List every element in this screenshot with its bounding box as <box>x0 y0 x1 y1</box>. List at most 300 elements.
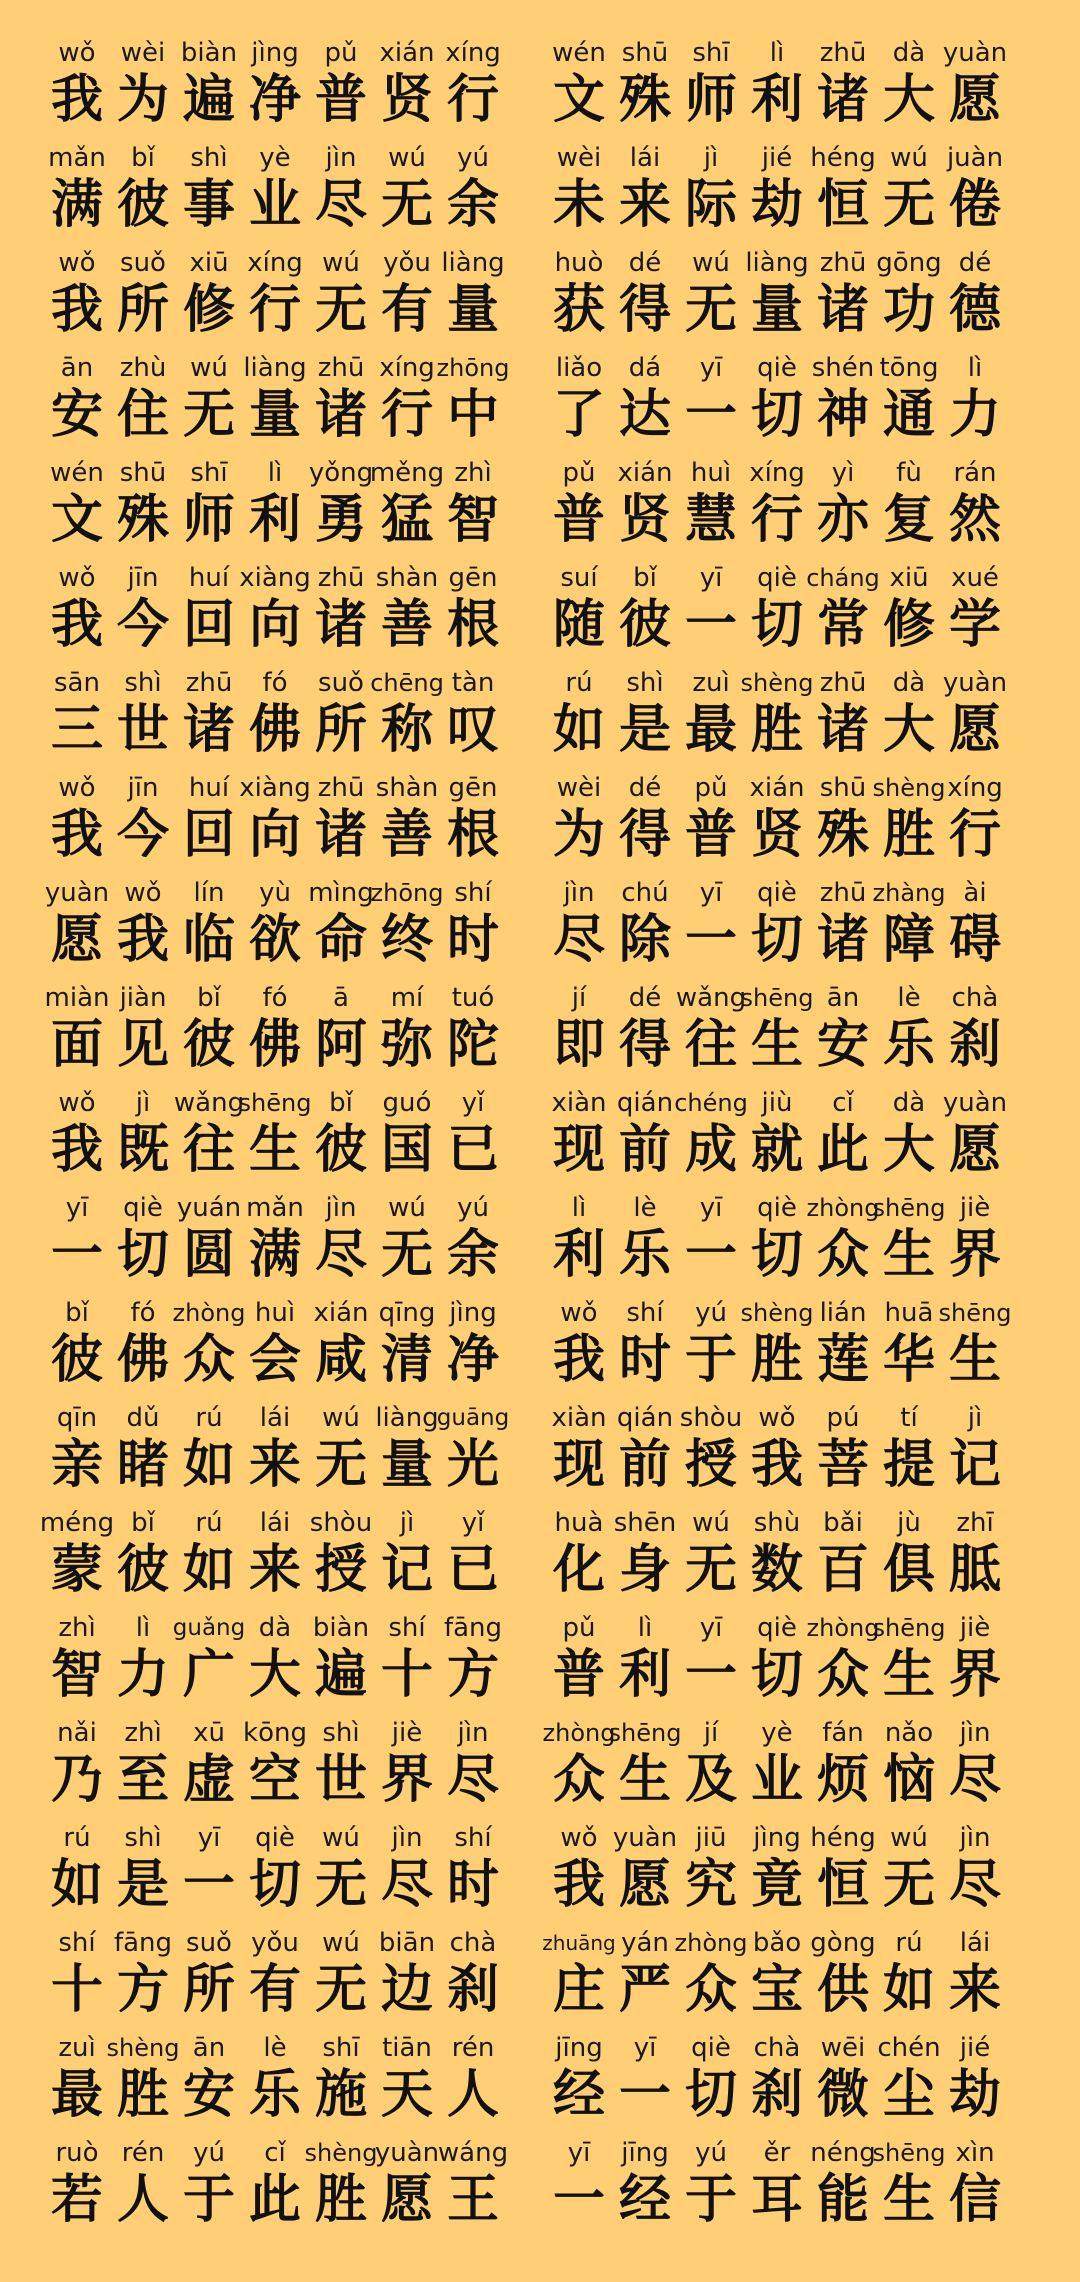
verse-left <box>44 1191 506 1296</box>
pinyin-label: jì <box>399 1508 415 1538</box>
character-cell <box>44 246 110 351</box>
pinyin-label: shí <box>454 878 492 908</box>
character-cell <box>612 771 678 876</box>
hanzi-character: 安 <box>816 1015 869 1075</box>
hanzi-character: 满 <box>50 175 103 235</box>
character-cell <box>872 771 946 876</box>
hanzi-character: 现 <box>552 1120 605 1180</box>
hanzi-character: 及 <box>684 1750 737 1810</box>
pinyin-label: zhū <box>317 563 365 593</box>
pinyin-label: jiàn <box>119 983 167 1013</box>
character-cell <box>810 2136 876 2241</box>
character-cell <box>242 1716 308 1821</box>
pinyin-label: lì <box>967 353 983 383</box>
character-cell <box>612 1191 678 1296</box>
character-cell <box>308 1191 374 1296</box>
pinyin-label: huà <box>554 1508 604 1538</box>
pinyin-label: héng <box>810 1823 876 1853</box>
character-cell <box>546 1821 612 1926</box>
hanzi-character: 如 <box>182 1435 235 1495</box>
character-cell <box>872 2136 946 2241</box>
hanzi-character: 成 <box>684 1120 737 1180</box>
verse-left <box>44 141 506 246</box>
hanzi-character: 如 <box>882 1960 935 2020</box>
hanzi-character: 刹 <box>948 1015 1001 1075</box>
character-cell <box>110 1506 176 1611</box>
character-cell <box>612 351 678 456</box>
character-cell <box>44 981 110 1086</box>
hanzi-character: 众 <box>182 1330 235 1390</box>
pinyin-label: wèi <box>556 143 602 173</box>
pinyin-label: wǒ <box>758 1403 796 1433</box>
pinyin-label: yuàn <box>942 668 1008 698</box>
hanzi-character: 愿 <box>948 70 1001 130</box>
verse-line <box>0 771 1080 876</box>
character-cell <box>810 456 876 561</box>
character-cell <box>176 771 242 876</box>
character-cell <box>44 561 110 666</box>
character-cell <box>810 36 876 141</box>
pinyin-label: shí <box>454 1823 492 1853</box>
hanzi-character: 善 <box>380 595 433 655</box>
hanzi-character: 佛 <box>116 1330 169 1390</box>
character-cell <box>546 771 612 876</box>
pinyin-label: rú <box>895 1928 923 1958</box>
character-cell <box>810 666 876 771</box>
pinyin-label: jìn <box>563 878 595 908</box>
hanzi-character: 根 <box>446 805 499 865</box>
character-cell <box>678 1611 744 1716</box>
verse-left <box>44 1716 506 1821</box>
character-cell <box>308 36 374 141</box>
verse-left <box>44 2031 506 2136</box>
pinyin-label: wǒ <box>58 38 96 68</box>
hanzi-character: 根 <box>446 595 499 655</box>
hanzi-character: 除 <box>618 910 671 970</box>
hanzi-character: 称 <box>380 700 433 760</box>
pinyin-label: xíng <box>947 773 1003 803</box>
verse-right <box>546 2136 1008 2241</box>
verse-right <box>546 1296 1012 1401</box>
character-cell <box>176 1716 242 1821</box>
character-cell <box>110 1611 176 1716</box>
pinyin-label: zuì <box>692 668 730 698</box>
character-cell <box>942 246 1008 351</box>
hanzi-character: 化 <box>552 1540 605 1600</box>
character-cell <box>110 36 176 141</box>
character-cell <box>110 141 176 246</box>
character-cell <box>44 351 110 456</box>
verse-line <box>0 876 1080 981</box>
character-cell <box>242 666 308 771</box>
pinyin-label: ān <box>60 353 94 383</box>
character-cell <box>436 1401 510 1506</box>
pinyin-label: bǐ <box>131 1508 155 1538</box>
pinyin-label: yī <box>699 1613 723 1643</box>
character-cell <box>810 1716 876 1821</box>
pinyin-label: qiè <box>757 353 797 383</box>
hanzi-character: 记 <box>948 1435 1001 1495</box>
verse-right <box>546 1401 1008 1506</box>
character-cell <box>942 1821 1008 1926</box>
hanzi-character: 生 <box>750 1015 803 1075</box>
hanzi-character: 莲 <box>816 1330 869 1390</box>
hanzi-character: 切 <box>116 1225 169 1285</box>
pinyin-label: zhōng <box>370 879 444 907</box>
pinyin-label: huì <box>254 1298 296 1328</box>
pinyin-label: bǎo <box>752 1928 802 1958</box>
hanzi-character: 胝 <box>948 1540 1001 1600</box>
pinyin-label: rú <box>565 668 593 698</box>
character-cell <box>608 1716 682 1821</box>
pinyin-label: xíng <box>379 353 435 383</box>
pinyin-label: bǐ <box>197 983 221 1013</box>
character-cell <box>308 1401 374 1506</box>
pinyin-label: lè <box>633 1193 657 1223</box>
hanzi-character: 身 <box>618 1540 671 1600</box>
hanzi-character: 未 <box>552 175 605 235</box>
pinyin-label: yǒng <box>308 458 374 488</box>
character-cell <box>942 1506 1008 1611</box>
character-cell <box>678 1401 744 1506</box>
character-cell <box>678 36 744 141</box>
hanzi-character: 胜 <box>314 2170 367 2230</box>
hanzi-character: 往 <box>182 1120 235 1180</box>
hanzi-character: 生 <box>882 1225 935 1285</box>
pinyin-label: shén <box>811 353 875 383</box>
verse-right <box>546 981 1008 1086</box>
character-cell <box>308 1506 374 1611</box>
character-cell <box>678 1821 744 1926</box>
pinyin-label: zhòng <box>172 1299 246 1327</box>
character-cell <box>110 1821 176 1926</box>
character-cell <box>612 2031 678 2136</box>
pinyin-label: zhū <box>317 353 365 383</box>
pinyin-label: nǎo <box>884 1718 934 1748</box>
hanzi-character: 智 <box>446 490 499 550</box>
hanzi-character: 尽 <box>948 1750 1001 1810</box>
pinyin-label: chà <box>753 2033 801 2063</box>
hanzi-character: 彼 <box>116 1540 169 1600</box>
hanzi-character: 然 <box>948 490 1001 550</box>
hanzi-character: 恒 <box>816 1855 869 1915</box>
pinyin-label: wáng <box>437 2138 509 2168</box>
hanzi-character: 回 <box>182 595 235 655</box>
character-cell <box>110 246 176 351</box>
hanzi-character: 大 <box>882 70 935 130</box>
pinyin-label: rú <box>195 1508 223 1538</box>
verse-line <box>0 1401 1080 1506</box>
character-cell <box>744 2136 810 2241</box>
character-cell <box>942 876 1008 981</box>
character-cell <box>546 1401 612 1506</box>
pinyin-label: liàng <box>243 353 307 383</box>
pinyin-label: yǒu <box>251 1928 299 1958</box>
character-cell <box>44 1716 110 1821</box>
character-cell <box>942 456 1008 561</box>
pinyin-label: dà <box>892 1088 926 1118</box>
character-cell <box>242 1401 308 1506</box>
pinyin-label: qiè <box>255 1823 295 1853</box>
pinyin-label: jì <box>967 1403 983 1433</box>
hanzi-character: 一 <box>684 385 737 445</box>
hanzi-character: 一 <box>50 1225 103 1285</box>
character-cell <box>308 351 374 456</box>
character-cell <box>942 1401 1008 1506</box>
hanzi-character: 量 <box>446 280 499 340</box>
character-cell <box>612 1821 678 1926</box>
pinyin-label: yán <box>621 1928 669 1958</box>
pinyin-label: rú <box>63 1823 91 1853</box>
hanzi-character: 世 <box>116 700 169 760</box>
pinyin-label: shī <box>322 2033 360 2063</box>
hanzi-character: 方 <box>446 1645 499 1705</box>
character-cell <box>440 561 506 666</box>
character-cell <box>176 981 242 1086</box>
pinyin-label: wǎng <box>675 983 747 1013</box>
pinyin-label: shì <box>626 668 664 698</box>
hanzi-character: 猛 <box>380 490 433 550</box>
character-cell <box>110 351 176 456</box>
hanzi-character: 功 <box>882 280 935 340</box>
character-cell <box>176 2031 242 2136</box>
verse-right <box>546 1086 1008 1191</box>
character-cell <box>374 141 440 246</box>
character-cell <box>106 2031 180 2136</box>
hanzi-character: 最 <box>50 2065 103 2125</box>
verse-right <box>546 1506 1008 1611</box>
character-cell <box>308 876 374 981</box>
pinyin-label: xiàng <box>239 773 311 803</box>
character-cell <box>110 876 176 981</box>
hanzi-character: 严 <box>618 1960 671 2020</box>
hanzi-character: 切 <box>750 910 803 970</box>
pinyin-label: ruò <box>55 2138 99 2168</box>
pinyin-label: shòu <box>679 1403 743 1433</box>
pinyin-label: xián <box>617 458 673 488</box>
pinyin-label: zhòng <box>674 1929 748 1957</box>
character-cell <box>546 2136 612 2241</box>
hanzi-character: 行 <box>446 70 499 130</box>
character-cell <box>678 1506 744 1611</box>
hanzi-character: 命 <box>314 910 367 970</box>
hanzi-character: 我 <box>50 805 103 865</box>
pinyin-label: yú <box>695 2138 727 2168</box>
character-cell <box>942 2136 1008 2241</box>
pinyin-label: shí <box>626 1298 664 1328</box>
hanzi-character: 利 <box>552 1225 605 1285</box>
hanzi-character: 劫 <box>750 175 803 235</box>
hanzi-character: 此 <box>816 1120 869 1180</box>
character-cell <box>678 2031 744 2136</box>
hanzi-character: 行 <box>380 385 433 445</box>
hanzi-character: 乐 <box>618 1225 671 1285</box>
hanzi-character: 今 <box>116 595 169 655</box>
hanzi-character: 亲 <box>50 1435 103 1495</box>
character-cell <box>44 456 110 561</box>
character-cell <box>374 1191 440 1296</box>
character-cell <box>436 351 510 456</box>
pinyin-label: kōng <box>243 1718 307 1748</box>
pinyin-label: xiū <box>189 248 229 278</box>
hanzi-character: 如 <box>50 1855 103 1915</box>
pinyin-label: yǒu <box>383 248 431 278</box>
character-cell <box>44 2031 110 2136</box>
character-cell <box>308 456 374 561</box>
character-cell <box>942 666 1008 771</box>
hanzi-character: 胜 <box>882 805 935 865</box>
character-cell <box>173 1086 245 1191</box>
hanzi-character: 叹 <box>446 700 499 760</box>
pinyin-label: xiàn <box>551 1403 607 1433</box>
character-cell <box>876 561 942 666</box>
verse-left <box>44 351 510 456</box>
character-cell <box>546 456 612 561</box>
pinyin-label: yī <box>699 1193 723 1223</box>
character-cell <box>612 246 678 351</box>
hanzi-character: 蒙 <box>50 1540 103 1600</box>
character-cell <box>110 2136 176 2241</box>
character-cell <box>242 246 308 351</box>
hanzi-character: 诸 <box>816 910 869 970</box>
hanzi-character: 众 <box>684 1960 737 2020</box>
hanzi-character: 遍 <box>314 1645 367 1705</box>
character-cell <box>374 1821 440 1926</box>
character-cell <box>44 141 110 246</box>
hanzi-character: 神 <box>816 385 869 445</box>
verse-left <box>44 771 506 876</box>
character-cell <box>744 246 810 351</box>
character-cell <box>806 1191 880 1296</box>
verse-left <box>44 246 506 351</box>
character-cell <box>110 1926 176 2031</box>
verse-right <box>546 1821 1008 1926</box>
hanzi-character: 时 <box>618 1330 671 1390</box>
pinyin-label: jìn <box>959 1823 991 1853</box>
hanzi-character: 诸 <box>182 700 235 760</box>
character-cell <box>675 981 747 1086</box>
character-cell <box>440 1506 506 1611</box>
hanzi-character: 行 <box>248 280 301 340</box>
verse-right <box>542 1716 1008 1821</box>
character-cell <box>374 561 440 666</box>
pinyin-label: huì <box>690 458 732 488</box>
hanzi-character: 清 <box>380 1330 433 1390</box>
character-cell <box>110 981 176 1086</box>
hanzi-character: 愿 <box>948 1120 1001 1180</box>
verse-left <box>39 1506 506 1611</box>
character-cell <box>942 1611 1008 1716</box>
hanzi-character: 我 <box>50 1120 103 1180</box>
character-cell <box>308 981 374 1086</box>
pinyin-label: chén <box>877 2033 941 2063</box>
verse-line <box>0 141 1080 246</box>
verse-left <box>44 1401 510 1506</box>
hanzi-character: 有 <box>380 280 433 340</box>
hanzi-character: 所 <box>116 280 169 340</box>
hanzi-character: 我 <box>50 595 103 655</box>
pinyin-label: wèi <box>556 773 602 803</box>
pinyin-label: yuàn <box>44 878 110 908</box>
character-cell <box>546 246 612 351</box>
hanzi-character: 空 <box>248 1750 301 1810</box>
verse-line <box>0 1296 1080 1401</box>
pinyin-label: rén <box>121 2138 165 2168</box>
hanzi-character: 随 <box>552 595 605 655</box>
character-cell <box>242 1506 308 1611</box>
hanzi-character: 诸 <box>314 595 367 655</box>
pinyin-label: jù <box>897 1508 921 1538</box>
character-cell <box>678 246 744 351</box>
hanzi-character: 尽 <box>380 1855 433 1915</box>
pinyin-label: yú <box>193 2138 225 2168</box>
verse-line <box>0 1821 1080 1926</box>
hanzi-character: 百 <box>816 1540 869 1600</box>
pinyin-label: lián <box>819 1298 867 1328</box>
character-cell <box>44 1296 110 1401</box>
hanzi-character: 有 <box>248 1960 301 2020</box>
hanzi-character: 殊 <box>816 805 869 865</box>
character-cell <box>440 456 506 561</box>
character-cell <box>872 1191 946 1296</box>
character-cell <box>242 2031 308 2136</box>
pinyin-label: gòng <box>810 1928 876 1958</box>
hanzi-character: 师 <box>684 70 737 130</box>
pinyin-label: lái <box>629 143 661 173</box>
character-cell <box>304 2136 378 2241</box>
pinyin-label: wú <box>388 1193 426 1223</box>
character-cell <box>546 981 612 1086</box>
character-cell <box>810 1296 876 1401</box>
hanzi-character: 我 <box>116 910 169 970</box>
hanzi-character: 亦 <box>816 490 869 550</box>
pinyin-label: wǒ <box>58 1088 96 1118</box>
character-cell <box>308 141 374 246</box>
pinyin-label: bǐ <box>131 143 155 173</box>
pinyin-label: dà <box>892 38 926 68</box>
character-cell <box>876 981 942 1086</box>
pinyin-label: shì <box>124 668 162 698</box>
hanzi-character: 一 <box>182 1855 235 1915</box>
character-cell <box>744 1821 810 1926</box>
pinyin-label: shèng <box>740 1299 814 1327</box>
pinyin-label: shū <box>119 458 167 488</box>
pinyin-label: yú <box>695 1298 727 1328</box>
verse-line <box>0 1086 1080 1191</box>
character-cell <box>612 36 678 141</box>
hanzi-character: 乐 <box>248 2065 301 2125</box>
pinyin-label: shèng <box>106 2034 180 2062</box>
pinyin-label: wú <box>890 1823 928 1853</box>
character-cell <box>176 561 242 666</box>
hanzi-character: 我 <box>552 1855 605 1915</box>
pinyin-label: shí <box>388 1613 426 1643</box>
pinyin-label: guāng <box>436 1405 510 1431</box>
pinyin-label: ā <box>333 983 349 1013</box>
character-cell <box>308 1086 374 1191</box>
pinyin-label: shēng <box>872 1194 946 1222</box>
character-cell <box>110 1716 176 1821</box>
character-cell <box>546 141 612 246</box>
pinyin-label: nǎi <box>57 1718 97 1748</box>
pinyin-label: dé <box>958 248 992 278</box>
pinyin-label: fāng <box>443 1613 503 1643</box>
character-cell <box>546 2031 612 2136</box>
hanzi-character: 往 <box>684 1015 737 1075</box>
character-cell <box>942 141 1008 246</box>
character-cell <box>44 1086 110 1191</box>
character-cell <box>678 2136 744 2241</box>
